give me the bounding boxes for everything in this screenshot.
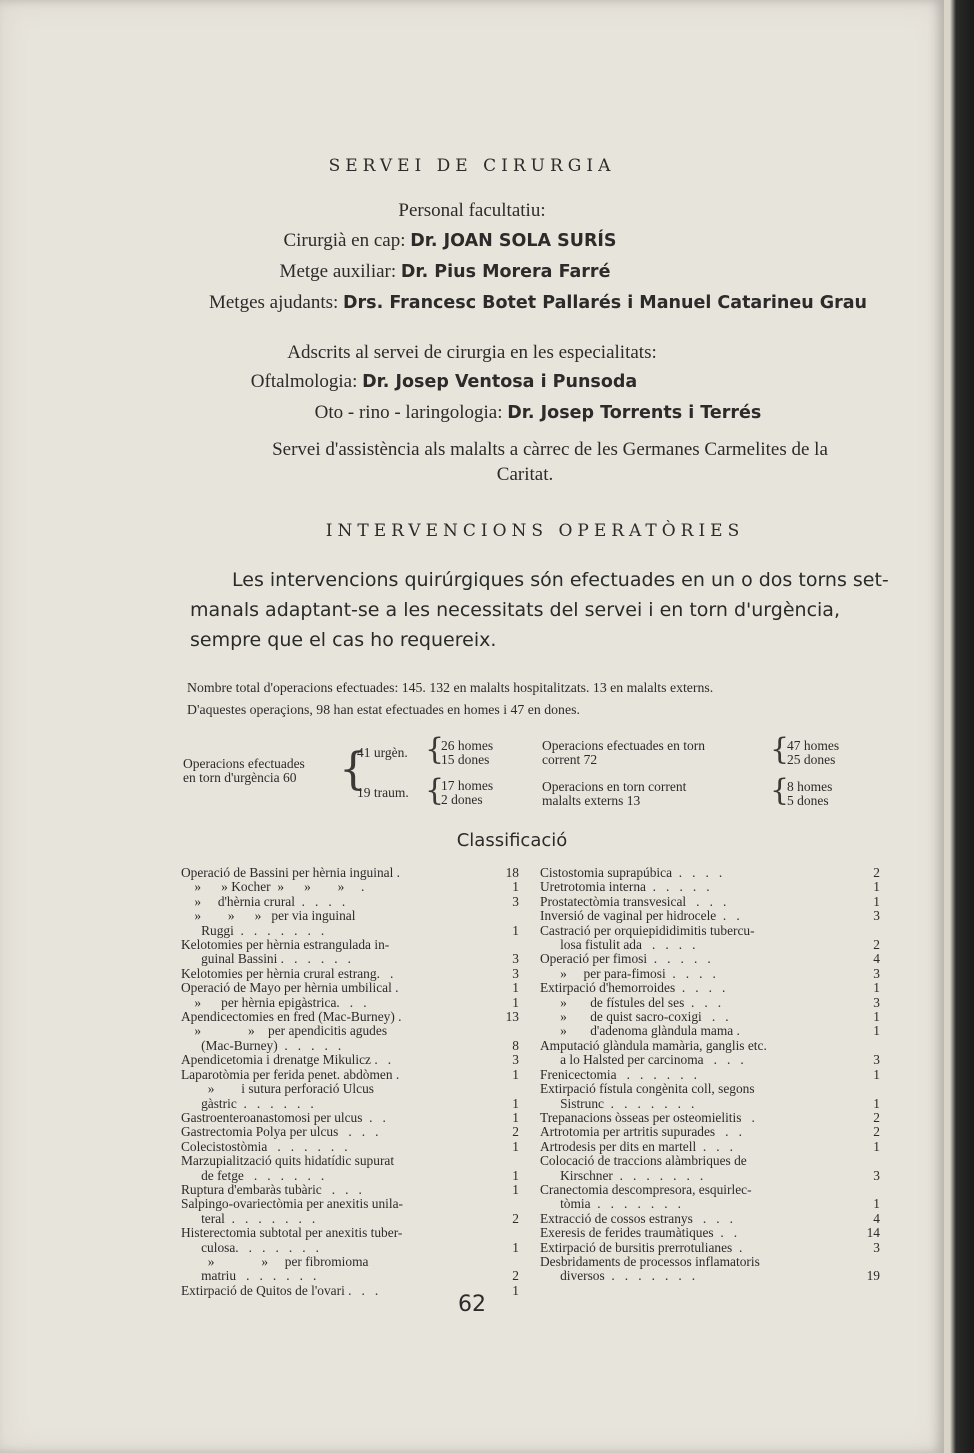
operation-label: Artrotomia per artritis supurades . . [540,1124,742,1140]
operation-label: Kelotomies per hèrnia estrangulada in- [181,937,390,953]
operation-label: Castració per orquiepididimitis tubercu- [540,922,755,938]
page-number: 62 [458,1292,486,1317]
classification-row [540,938,880,952]
brace-icon: { [339,744,367,795]
operation-count: 13 [505,1009,519,1025]
classification-row [540,1111,880,1125]
classification-row [540,981,880,995]
operation-label: Laparotòmia per ferida penet. abdòmen . [181,1066,400,1082]
classification-row [540,1010,880,1024]
operation-count: 3 [512,965,519,981]
external-label-2: malalts externs 13 [542,793,641,808]
operation-label: Kirschner . . . . . . . [540,1167,704,1183]
classification-row [181,1068,519,1082]
classification-row [181,1197,519,1211]
operation-count [858,924,880,938]
specialty-label: Oto - rino - laringologia: [314,402,508,423]
classification-row [181,1255,519,1269]
operation-label: Kelotomies per hèrnia crural estrang. . [181,965,394,981]
operation-count: 1 [512,994,519,1010]
interventions-title: INTERVENCIONS OPERATÒRIES [325,521,745,541]
operation-label: » d'adenoma glàndula mama . [540,1023,740,1039]
classification-row [540,1197,880,1211]
corrent-label-1: Operacions efectuades en torn [542,738,706,753]
operation-count: 1 [512,879,519,895]
operation-count: 3 [873,1052,880,1068]
operation-count: 1 [512,1282,519,1298]
operation-label: Inversió de vaginal per hidrocele . . [540,908,740,924]
operation-count: 4 [873,1210,880,1226]
operation-count: 1 [873,893,880,909]
operation-count: 14 [866,1225,880,1241]
staff-line [0,230,900,252]
classification-row [540,924,880,938]
classification-row [181,1010,519,1024]
operation-label: teral . . . . . . . [181,1210,316,1226]
classification-row [181,1053,519,1067]
operation-count: 1 [512,922,519,938]
staff-name: Dr. Pius Morera Farré [400,262,611,282]
urgen-homes: 26 homes [441,738,494,753]
staff-line [0,292,974,314]
staff-line [0,261,890,283]
operation-label: Extirpació de bursitis prerrotulianes . [540,1239,743,1255]
classification-row [181,1154,519,1168]
operation-count: 2 [512,1268,519,1284]
assistance-line-2: Caritat. [496,464,554,485]
operation-count: 2 [873,1124,880,1140]
urgency-label-2: en torn d'urgència 60 [183,770,297,785]
intro-line: Les intervencions quirúrgiques són efectuades en un o dos torns set- [232,569,889,591]
classification-row [181,938,519,952]
operation-count: 18 [505,865,519,880]
operation-label: Salpingo-ovariectòmia per anexitis unila- [181,1196,403,1212]
operation-count: 1 [873,1009,880,1025]
classification-row [540,1255,880,1269]
classification-row [540,1097,880,1111]
operation-count [497,1154,519,1168]
personal-heading: Personal facultatiu: [398,200,546,221]
operation-count: 3 [873,1167,880,1183]
classification-row [540,1082,880,1096]
classification-row [540,866,880,880]
operation-count: 3 [873,908,880,924]
operation-label: Apendicetomia i drenatge Mikulicz . . [181,1052,392,1068]
classification-row [181,1269,519,1283]
intro-paragraph [190,565,890,655]
brace-icon: { [425,732,445,767]
operation-count [497,1024,519,1038]
classification-row [540,952,880,966]
classification-title: Classificació [456,830,568,851]
classification-row [540,895,880,909]
operation-label: Operació per fimosi . . . . . [540,951,711,967]
classification-row [181,866,519,880]
operation-count: 2 [512,1210,519,1226]
operation-label: » » per fibromioma [181,1253,369,1269]
operation-label: Extirpació de Quitos de l'ovari . . . [181,1282,379,1298]
section-title: SERVEI DE CIRURGIA [328,156,616,176]
classification-row [540,1140,880,1154]
operation-count: 3 [873,965,880,981]
operation-count: 1 [512,1109,519,1125]
operation-count: 2 [873,865,880,880]
classification-row [181,1082,519,1096]
operation-label: Colecistostòmia . . . . . . [181,1138,348,1154]
operation-count: 2 [512,1124,519,1140]
operation-label: Extracció de cossos estranys . . . [540,1210,734,1226]
operation-label: Cranectomia descompresora, esquirlec- [540,1181,752,1197]
operation-count: 1 [512,980,519,996]
operation-count [497,909,519,923]
operation-count [497,1082,519,1096]
operation-label: diversos . . . . . . . [540,1268,696,1284]
operation-label: » » per apendicitis agudes [181,1023,388,1039]
classification-row [540,1212,880,1226]
operation-label: losa fistulit ada . . . . [540,937,696,953]
classification-row [181,909,519,923]
classification-row [540,1154,880,1168]
operation-count [858,1154,880,1168]
operation-count: 1 [873,1023,880,1039]
classification-row [540,880,880,894]
operation-label: Frenicectomia . . . . . . [540,1066,697,1082]
classification-row [540,1269,880,1283]
classification-row [181,924,519,938]
specialty-label: Oftalmologia: [250,371,363,392]
corrent-dones: 25 dones [787,752,836,767]
operation-label: (Mac-Burney) . . . . . [181,1037,342,1053]
classification-row [181,981,519,995]
operation-count: 3 [512,951,519,967]
operation-count: 1 [873,879,880,895]
totals-line-1: Nombre total d'operacions efectuades: 145. 132 en malalts hospitalitzats. 13 en malalts externs. [187,680,714,695]
classification-row [181,1212,519,1226]
operation-count [497,1255,519,1269]
operation-label: matriu . . . . . . [181,1268,317,1284]
operation-label: Operació de Bassini per hèrnia inguinal . [181,865,401,880]
operation-count: 4 [873,951,880,967]
staff-role: Metge auxiliar: [279,261,401,282]
classification-row [540,1183,880,1197]
operation-count: 3 [512,893,519,909]
classification-row [181,1183,519,1197]
operation-label: gàstric . . . . . . [181,1095,314,1111]
operation-label: » » Kocher » » » . [181,879,365,895]
classification-row [540,1039,880,1053]
operation-label: » per hèrnia epigàstrica. . . [181,994,367,1010]
brace-icon: { [770,773,790,808]
operation-count: 1 [873,1095,880,1111]
classification-row [540,1125,880,1139]
operation-label: Trepanacions òsseas per osteomielitis . [540,1109,755,1125]
intro-line: manals adaptant-se a les necessitats del servei i en torn d'urgència, [190,599,840,621]
operation-count: 3 [873,994,880,1010]
operation-label: » i sutura perforació Ulcus [181,1081,375,1097]
classification-row [181,895,519,909]
staff-role: Metges ajudants: [208,292,344,313]
external-label-1: Operacions en torn corrent [542,779,687,794]
operation-count: 2 [873,1109,880,1125]
traum-count: 19 traum. [357,785,409,800]
operation-count: 1 [512,1095,519,1111]
corrent-label-2: corrent 72 [542,752,598,767]
staff-name: Dr. JOAN SOLA SURÍS [410,231,617,251]
operation-label: Ruptura d'embaràs tubàric . . . [181,1181,362,1197]
external-homes: 8 homes [787,779,833,794]
operation-label: de fetge . . . . . . [181,1167,325,1183]
traum-homes: 17 homes [441,778,494,793]
operation-label: tòmia . . . . . . . [540,1196,681,1212]
operation-label: » d'hèrnia crural . . . . [181,893,346,909]
operation-count: 3 [512,1052,519,1068]
classification-row [181,967,519,981]
operation-count: 1 [873,1196,880,1212]
operation-label: » de quist sacro-coxigi . . [540,1009,729,1025]
classification-row [540,1068,880,1082]
classification-row [540,909,880,923]
classification-row [540,967,880,981]
operation-label: Colocació de traccions alàmbriques de [540,1153,747,1169]
operation-label: » de fístules del ses . . . [540,994,722,1010]
operation-label: a lo Halsted per carcinoma . . . [540,1052,744,1068]
operation-label: » » » per via inguinal [181,908,356,924]
classification-row [181,952,519,966]
corrent-homes: 47 homes [787,738,840,753]
operation-label: Desbridaments de processos inflamatoris [540,1253,760,1269]
operation-label: Artrodesis per dits en martell . . . [540,1138,734,1154]
operation-label: Gastroenteroanastomosi per ulcus . . [181,1109,386,1125]
classification-row [540,996,880,1010]
classification-row [181,1097,519,1111]
operation-label: Exeresis de ferides traumàtiques . . [540,1225,738,1241]
operation-label: Uretrotomia interna . . . . . [540,879,710,895]
operation-label: guinal Bassini . . . . . . [181,951,351,967]
classification-row [181,1039,519,1053]
classification-row [181,1024,519,1038]
specialist-name: Dr. Josep Ventosa i Punsoda [362,372,638,392]
operation-count: 3 [873,1239,880,1255]
operation-count [858,1183,880,1197]
intro-line: sempre que el cas ho requereix. [190,629,497,651]
classification-row [540,1024,880,1038]
operation-count: 1 [512,1181,519,1197]
specialty-line [0,402,974,424]
staff-name: Drs. Francesc Botet Pallarés i Manuel Catarineu Grau [343,293,868,313]
classification-row [540,1226,880,1240]
operation-count [858,1255,880,1269]
urgen-count: 41 urgèn. [357,745,408,760]
specialist-name: Dr. Josep Torrents i Terrés [507,403,762,423]
classification-row [181,1169,519,1183]
operation-count [497,938,519,952]
assistance-line-1: Servei d'assistència als malalts a càrrec de les Germanes Carmelites de la [272,439,828,460]
brace-icon: { [770,732,790,767]
operation-label: Operació de Mayo per hèrnia umbilical . [181,980,399,996]
classification-row [540,1169,880,1183]
operation-count: 1 [512,1167,519,1183]
classification-row [181,1140,519,1154]
operation-label: Apendicectomies en fred (Mac-Burney) . [181,1009,402,1025]
operation-label: Extirpació d'hemorroides . . . . [540,980,726,996]
external-dones: 5 dones [787,793,829,808]
staff-role: Cirurgià en cap: [283,230,411,251]
operation-label: Amputació glàndula mamària, ganglis etc. [540,1037,767,1053]
classification-row [540,1241,880,1255]
operation-label: Prostatectòmia transvesical . . . [540,893,727,909]
classification-row [181,1111,519,1125]
operation-label: Extirpació fístula congènita coll, segons [540,1081,755,1097]
operation-label: Histerectomia subtotal per anexitis tuber- [181,1225,403,1241]
operation-label: Cistostomia suprapúbica . . . . [540,865,723,880]
classification-row [181,996,519,1010]
operation-label: » per para-fimosi . . . . [540,965,716,981]
operation-count: 8 [512,1037,519,1053]
operation-label: Ruggi . . . . . . . [181,922,325,938]
page-edge [944,0,974,1453]
adscrits-heading: Adscrits al servei de cirurgia en les especialitats: [287,342,657,363]
operation-label: culosa. . . . . . . [181,1239,319,1255]
operation-count: 1 [873,1138,880,1154]
urgency-label-1: Operacions efectuades [183,756,305,771]
classification-row [181,1125,519,1139]
operation-label: Marzupialització quits hidatídic supurat [181,1153,395,1169]
totals-line-2: D'aquestes operaçions, 98 han estat efectuades en homes i 47 en dones. [187,702,580,717]
operation-count [497,1226,519,1240]
classification-row [181,880,519,894]
brace-icon: { [425,773,445,808]
classification-row [181,1226,519,1240]
classification-row [540,1053,880,1067]
classification-left-column [181,866,519,1298]
operation-count: 1 [873,980,880,996]
operation-count: 1 [512,1239,519,1255]
traum-dones: 2 dones [441,792,483,807]
classification-right-column [540,866,880,1284]
operation-count [497,1197,519,1211]
operation-label: Sistrunc . . . . . . . [540,1095,695,1111]
operation-count: 19 [866,1268,880,1284]
classification-row [181,1241,519,1255]
operation-count: 1 [512,1138,519,1154]
operation-count: 1 [873,1066,880,1082]
urgen-dones: 15 dones [441,752,490,767]
operation-count: 2 [873,937,880,953]
operation-label: Gastrectomia Polya per ulcus . . . [181,1124,379,1140]
operation-count [858,1082,880,1096]
operation-count [858,1039,880,1053]
operation-count: 1 [512,1066,519,1082]
specialty-line [0,371,888,393]
